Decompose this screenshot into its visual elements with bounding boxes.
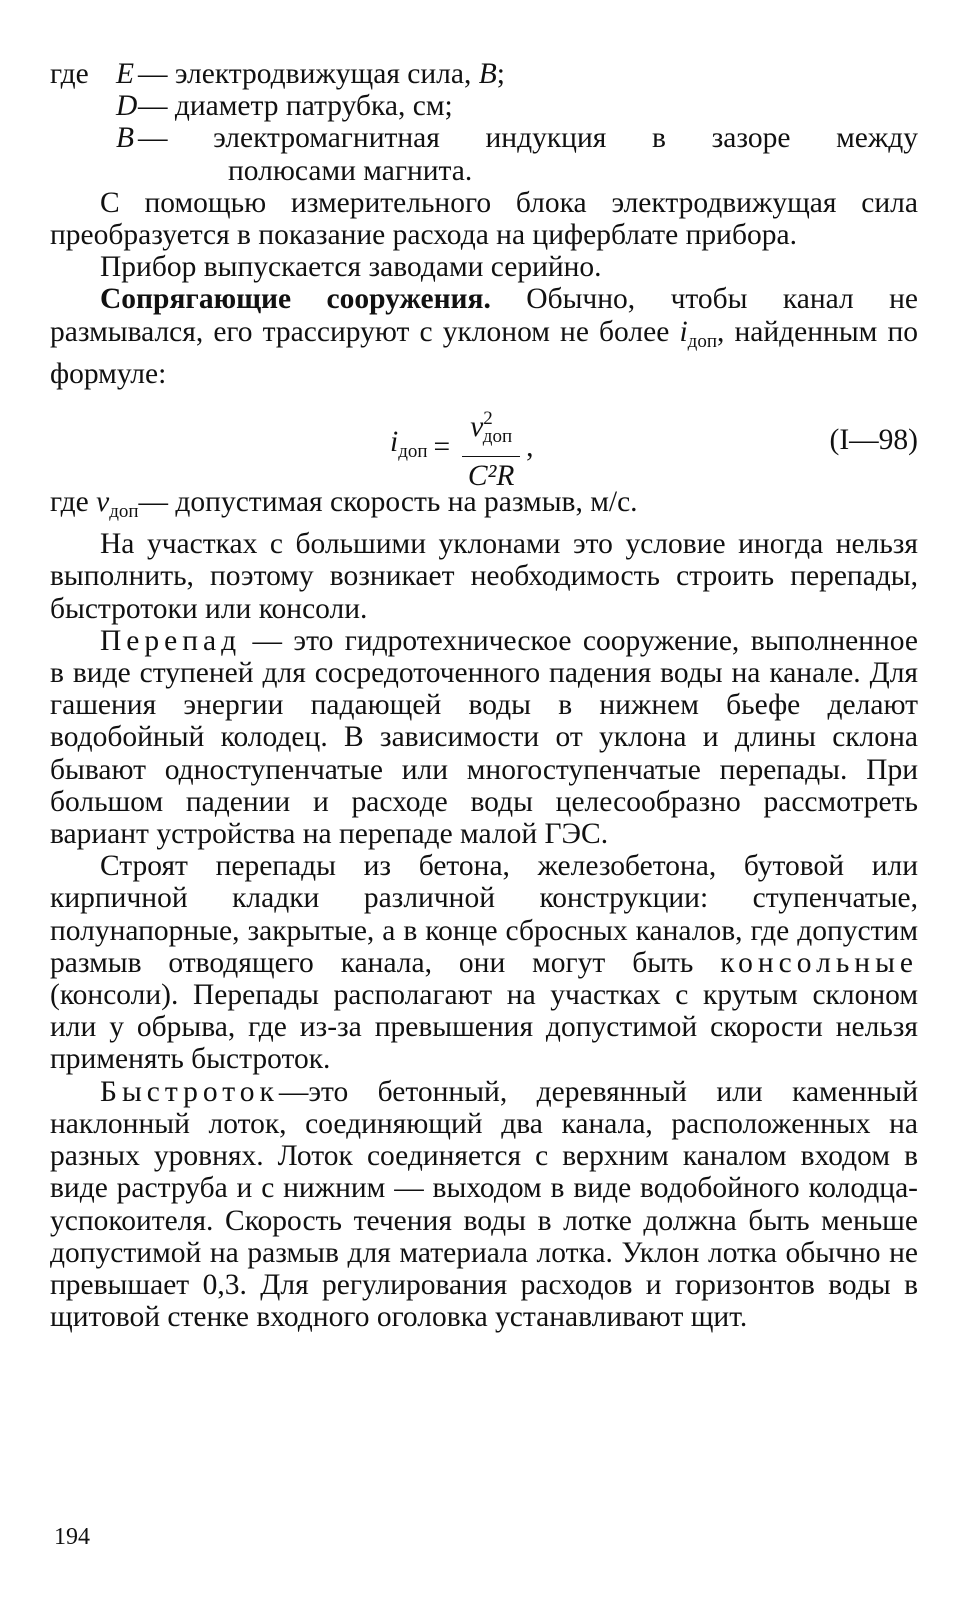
paragraph-drop-materials: Строят перепады из бетона, железобетона, бутовой или кирпичной кладки различной конструкции: ступенчатые, полунапорные, закрытые, а в конце сбросных каналов, где допустим размыв отводящего канала, они могут быть консольные (консоли). Перепады располагают на участках с крутым склоном или у обрыва, где из-за превышения допустимой скорости нельзя применять быстроток. xyxy=(50,850,918,1076)
definition-b-continuation: полюсами магнита. xyxy=(228,154,473,187)
formula xyxy=(390,402,534,493)
term-konsolnye: консольные xyxy=(720,946,918,979)
sub-dop: доп xyxy=(687,330,717,352)
page-number: 194 xyxy=(54,1524,90,1550)
paragraph-serial-production: Прибор выпускается заводами серийно. xyxy=(100,251,602,284)
definition-tail: ; xyxy=(496,58,505,90)
definition-vdop: где $v_{доп}—$ допустимая скорость на размыв, м/с. xyxy=(50,486,638,523)
var-v: v xyxy=(96,486,110,519)
paragraph-drop-structure: Перепад — это гидротехническое сооружение, выполненное в виде ступеней для сосредоточенного падения воды на канале. Для гашения энергии падающей воды в нижнем бьефе делают водобойный колодец. В зависимости от уклона и длины склона бывают одноступенчатые или многоступенчатые перепады. При большом падении и расходе воды целесообразно рассмотреть вариант устройства на перепаде малой ГЭС. xyxy=(50,624,918,851)
symbol-definitions xyxy=(50,58,918,187)
paragraph-coupling-structures: Сопрягающие сооружения. Обычно, чтобы канал не размывался, его трассируют с уклоном не более $i_{доп}$, найденным по формуле: xyxy=(50,283,919,390)
formula-fraction xyxy=(462,402,520,493)
definition-text-d: — диаметр патрубка, см; xyxy=(138,90,453,123)
formula-equals: = xyxy=(433,431,451,464)
definition-e xyxy=(50,58,918,90)
term-perepad: Перепад xyxy=(100,624,242,657)
equation-number: (I—98) xyxy=(829,424,918,457)
paragraph-chute: Быстроток—это бетонный, деревянный или каменный наклонный лоток, соединяющий два канала, расположенных на разных уровнях. Лоток соединяется с верхним каналом входом в виде раструба и с нижним — выходом в виде водобойного колодца-успокоителя. Скорость течения воды в лотке должна быть меньше допустимой на размыв для материала лотка. Уклон лотка обычно не превышает 0,3. Для регулирования расходов и горизонтов воды в щитовой стенке входного оголовка устанавливают щит. xyxy=(50,1075,918,1334)
definition-lead: где xyxy=(50,58,89,90)
symbol-b: B xyxy=(116,122,135,155)
formula-denominator: C²R xyxy=(467,460,515,493)
paragraph-steep-slopes: На участках с большими уклонами это условие иногда нельзя выполнить, поэтому возникает необходимость строить перепады, быстротоки или консоли. xyxy=(50,528,918,625)
symbol-d: D xyxy=(116,90,138,123)
paragraph-measuring-block: С помощью измерительного блока электродвижущая сила преобразуется в показание расхода на циферблате прибора. xyxy=(50,186,918,252)
formula-block xyxy=(50,394,918,493)
definition-text-b: — электромагнитная индукция в зазоре между xyxy=(138,122,918,155)
definition-d xyxy=(50,90,918,122)
section-heading: Сопрягающие сооружения. xyxy=(100,283,491,316)
symbol-e: E xyxy=(116,58,135,90)
formula-numerator: $v^2_{доп}$ xyxy=(462,402,520,457)
term-bystrotok: Быстроток xyxy=(100,1075,279,1108)
unit-symbol-v: B xyxy=(478,58,497,90)
definition-b xyxy=(50,122,918,154)
formula-comma: , xyxy=(526,431,534,464)
page-body xyxy=(50,58,918,1333)
var-i: i xyxy=(679,315,688,348)
definition-text-e: — электродвижущая сила, xyxy=(138,58,479,90)
formula-lhs: $i_{доп}$ xyxy=(390,426,428,463)
